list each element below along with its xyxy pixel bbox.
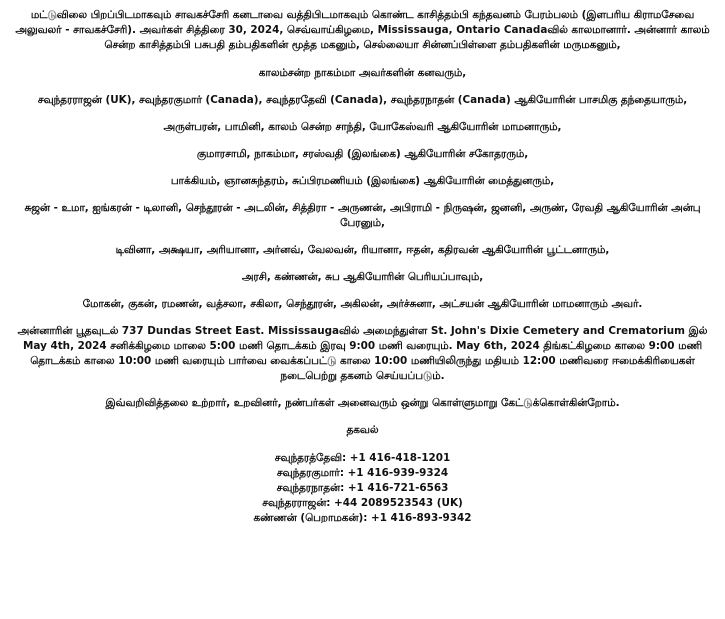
contact-item: சவுந்தரத்தேவி: +1 416-418-1201 [274,452,451,464]
intro-paragraph: மட்டுவிலை பிறப்பிடமாகவும் சாவகச்சேரி கனடாவை வத்திபிடமாகவும் கொண்ட காசித்தம்பி கந்தவனம் பேரம்பலம் (இளபரிய கிராமசேவை அலுவலர் - சாவகச்சேரி). அவர்கள் சித்திரை 30, 2024, செவ்வாய்கிழமை, Mississauga, Ontario Canadaவில் காலமானார். அன்னார் காலம் சென்ற காசித்தம்பி பசுபதி தம்பதிகளின் மூத்த மகனும், செல்லையா சின்னப்பிள்ளை தம்பதிகளின் மருமகனும், [15,9,710,51]
great-grandchildren-paragraph: டிவினா, அக்ஷயா, அரியானா, அர்னவ், வேலவன், ரியானா, ஈதன், கதிரவன் ஆகியோரின் பூட்டனாரும், [115,244,610,256]
brothers-in-law-paragraph: பாக்கியம், ஞானசுந்தரம், சுப்பிரமணியம் (இலங்கை) ஆகியோரின் மைத்துனரும், [170,175,555,187]
grandchildren-paragraph: சுஜன் - உமா, ஐங்கரன் - டிலானி, செந்தூரன் - அடலின், சித்திரா - அருணன், அபிராமி - நிருஷன், ஜனனி, அருண், ரேவதி ஆகியோரின் அன்பு பேரனும், [24,202,701,229]
contact-list [8,451,717,526]
children-paragraph: சவுந்தரராஜன் (UK), சவுந்தரகுமார் (Canada), சவுந்தரதேவி (Canada), சவுந்தரநாதன் (Canada) ஆகியோரின் பாசமிகு தந்தையாரும், [37,94,688,106]
nephews-paragraph: அரசி, கண்ணன், சுப ஆகியோரின் பெரியப்பாவும், [241,271,484,283]
signoff-label: தகவல் [346,424,379,436]
contact-item: சவுந்தரநாதன்: +1 416-721-6563 [276,482,449,494]
contact-item: கண்ணன் (பெறாமகன்): +1 416-893-9342 [253,512,472,524]
contact-item: சவுந்தரராஜன்: +44 2089523543 (UK) [262,497,463,509]
in-laws-paragraph: அருள்பரன், பாமினி, காலம் சென்ற சாந்தி, யோகேஸ்வரி ஆகியோரின் மாமனாரும், [163,121,562,133]
spouse-paragraph: காலம்சன்ற நாகம்மா அவர்களின் கனவரும், [258,67,467,79]
contact-item: சவுந்தரகுமார்: +1 416-939-9324 [276,467,449,479]
funeral-details-paragraph: அன்னாரின் பூதவுடல் 737 Dundas Street East. Mississaugaவில் அமைந்துள்ள St. John's Dixie Cemetery and Crematorium இல் May 4th, 2024 சனிக்கிழமை மாலை 5:00 மணி தொடக்கம் இரவு 9:00 மணி வரையும். May 6th, 2024 திங்கட்கிழமை காலை 9:00 மணி தொடக்கம் காலை 10:00 மணி வரையும் பார்வை வைக்கப்பட்டு காலை 10:00 மணியிலிருந்து மதியம் 12:00 மணிவரை ஈமைக்கிரியைகள் நடைபெற்று தகனம் செய்யப்படும். [17,325,708,382]
siblings-paragraph: குமாரசாமி, நாகம்மா, சரஸ்வதி (இலங்கை) ஆகியோரின் சகோதரரும், [196,148,529,160]
relatives-paragraph: மோகன், குகன், ரமணன், வத்சலா, சகிலா, செந்தூரன், அகிலன், அர்ச்சுனா, அட்சயன் ஆகியோரின் மாமனாரும் அவர். [82,298,643,310]
invitation-paragraph: இவ்வறிவித்தலை உற்றார், உறவினர், நண்பர்கள் அனைவரும் ஒன்று கொள்ளுமாறு கேட்டுக்கொள்கின்றோம். [105,397,620,409]
